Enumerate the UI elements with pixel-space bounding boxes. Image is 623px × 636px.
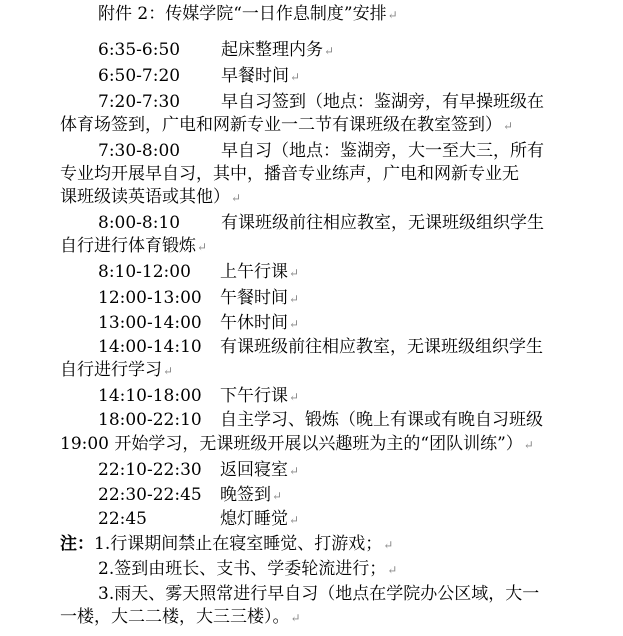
- schedule-desc: 有课班级前往相应教室，无课班级组织学生: [221, 213, 544, 233]
- paragraph-mark-icon: ↵: [289, 390, 300, 404]
- paragraph-mark-icon: ↵: [290, 611, 301, 625]
- schedule-row: [98, 313, 299, 334]
- schedule-desc: 熄灯睡觉: [220, 509, 288, 529]
- schedule-desc-cont: 19:00 开始学习，无课班级开展以兴趣班为主的“团队训练”）: [60, 434, 523, 454]
- paragraph-mark-icon: ↵: [387, 8, 398, 22]
- schedule-desc: 下午行课: [220, 386, 288, 406]
- paragraph-mark-icon: ↵: [231, 191, 242, 205]
- paragraph-mark-icon: ↵: [290, 70, 301, 84]
- paragraph-mark-icon: ↵: [523, 438, 534, 452]
- schedule-time: 22:30-22:45: [98, 485, 202, 505]
- schedule-row: [98, 485, 282, 506]
- note-item: 3.雨天、雾天照常进行早自习（地点在学院办公区域，大一: [98, 584, 540, 604]
- schedule-time: 22:10-22:30: [98, 460, 202, 480]
- schedule-time: 7:30-8:00: [98, 141, 181, 161]
- schedule-time: 12:00-13:00: [98, 288, 202, 308]
- schedule-desc-cont: 课班级读英语或其他）: [60, 187, 230, 207]
- schedule-time: 7:20-7:30: [98, 92, 181, 112]
- schedule-row-continuation: [60, 115, 513, 136]
- schedule-desc-cont: 自行进行学习: [60, 360, 162, 380]
- schedule-desc: 早自习签到（地点：鉴湖旁，有早操班级在: [221, 92, 544, 112]
- schedule-time: 8:10-12:00: [98, 262, 191, 282]
- note-item: 1.行课期间禁止在寝室睡觉、打游戏；: [94, 534, 383, 554]
- schedule-row: [98, 141, 544, 161]
- schedule-row: [98, 337, 543, 357]
- note-row-continuation: [60, 607, 301, 628]
- schedule-desc: 早餐时间: [221, 66, 289, 86]
- schedule-time: 14:10-18:00: [98, 386, 202, 406]
- paragraph-mark-icon: ↵: [289, 464, 300, 478]
- schedule-row: [98, 40, 334, 61]
- schedule-time: 6:35-6:50: [98, 40, 181, 60]
- schedule-row: [98, 213, 544, 233]
- schedule-desc: 早自习（地点：鉴湖旁，大一至大三，所有: [221, 141, 544, 161]
- schedule-row: [98, 92, 544, 112]
- schedule-desc-cont: 体育场签到，广电和网新专业一二节有课班级在教室签到）: [60, 115, 502, 135]
- paragraph-mark-icon: ↵: [324, 44, 335, 58]
- note-row: [60, 534, 393, 555]
- schedule-row-continuation: [60, 360, 173, 381]
- paragraph-mark-icon: ↵: [197, 240, 208, 254]
- paragraph-mark-icon: ↵: [163, 364, 174, 378]
- schedule-row: [98, 262, 299, 283]
- schedule-time: 13:00-14:00: [98, 313, 202, 333]
- schedule-time: 22:45: [98, 509, 147, 529]
- paragraph-mark-icon: ↵: [289, 266, 300, 280]
- schedule-row-continuation: [60, 164, 519, 184]
- schedule-row: [98, 386, 299, 407]
- schedule-desc: 午餐时间: [220, 288, 288, 308]
- schedule-desc: 午休时间: [220, 313, 288, 333]
- note-item-cont: 一楼，大二二楼，大三三楼）。: [60, 607, 290, 627]
- note-item: 2.签到由班长、支书、学委轮流进行；: [98, 559, 387, 579]
- schedule-time: 14:00-14:10: [98, 337, 202, 357]
- schedule-desc: 自主学习、锻炼（晚上有课或有晚自习班级: [220, 410, 543, 430]
- schedule-row-continuation: [60, 187, 241, 208]
- schedule-desc-cont: 专业均开展早自习，其中，播音专业练声，广电和网新专业无: [60, 164, 519, 184]
- paragraph-mark-icon: ↵: [289, 513, 300, 527]
- paragraph-mark-icon: ↵: [383, 538, 394, 552]
- schedule-row: [98, 460, 299, 481]
- schedule-row: [98, 66, 300, 87]
- paragraph-mark-icon: ↵: [289, 317, 300, 331]
- paragraph-mark-icon: ↵: [289, 292, 300, 306]
- paragraph-mark-icon: ↵: [387, 563, 398, 577]
- schedule-row: [98, 288, 299, 309]
- schedule-desc: 晚签到: [220, 485, 271, 505]
- schedule-desc: 返回寝室: [220, 460, 288, 480]
- title-text: 附件 2：传媒学院“一日作息制度”安排: [98, 4, 387, 24]
- schedule-row-continuation: [60, 236, 207, 257]
- schedule-time: 6:50-7:20: [98, 66, 181, 86]
- schedule-desc: 上午行课: [220, 262, 288, 282]
- schedule-desc: 起床整理内务: [221, 40, 323, 60]
- schedule-row-continuation: [60, 434, 534, 455]
- note-row: [98, 584, 539, 604]
- paragraph-mark-icon: ↵: [272, 489, 283, 503]
- schedule-desc: 有课班级前往相应教室，无课班级组织学生: [220, 337, 543, 357]
- schedule-time: 18:00-22:10: [98, 410, 202, 430]
- paragraph-mark-icon: ↵: [503, 119, 514, 133]
- notes-label: 注：: [60, 534, 94, 554]
- schedule-time: 8:00-8:10: [98, 213, 181, 233]
- schedule-row: [98, 410, 543, 430]
- schedule-row: [98, 509, 299, 530]
- note-row: [98, 559, 397, 580]
- schedule-desc-cont: 自行进行体育锻炼: [60, 236, 196, 256]
- document-title: [98, 4, 398, 25]
